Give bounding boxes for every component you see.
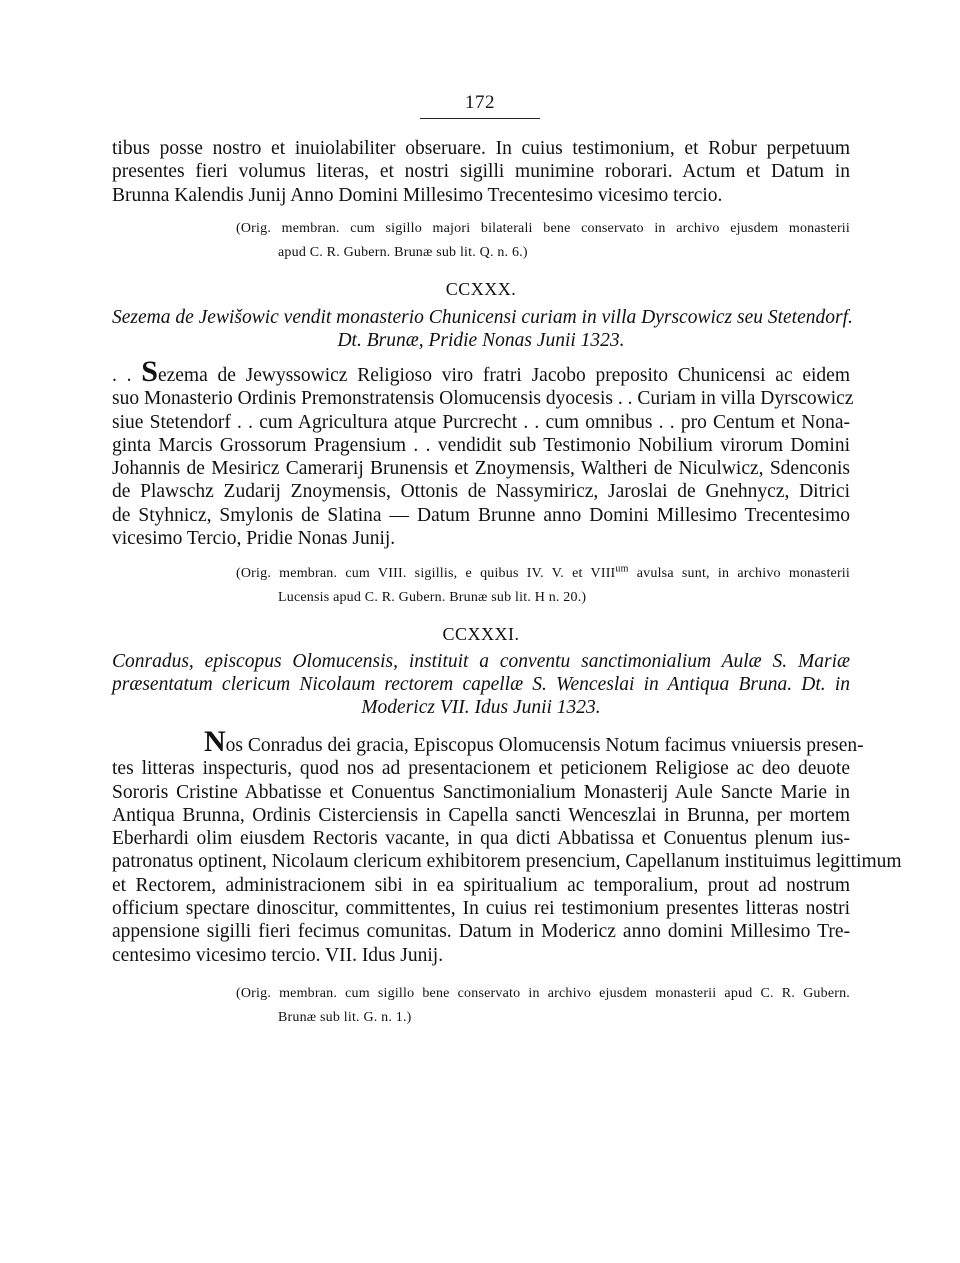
text-line: tibus posse nostro et inuiolabiliter obseruare. In cuius testimonium, et Robur perpetuum xyxy=(112,138,850,159)
first-line-text: ezema de Jewyssowicz Religioso viro fratri Jacobo preposito Chunicensi ac eidem xyxy=(157,365,850,386)
note-line: (Orig. membran. cum sigillo majori bilaterali bene conservato in archivo ejusdem monasterii xyxy=(236,221,850,236)
text-line: de Styhnicz, Smylonis de Slatina — Datum Brunne anno Domini Millesimo Trecentesimo xyxy=(112,504,850,526)
rubric-line: Dt. Brunæ, Pridie Nonas Junii 1323. xyxy=(337,330,625,351)
text-line: Brunna Kalendis Junij Anno Domini Millesimo Trecentesimo vicesimo tercio. xyxy=(112,184,723,206)
text-line: officium spectare dinoscitur, committentes, In cuius rei testimonium presentes litteras nostri xyxy=(112,898,850,920)
text-line: patronatus optinent, Nicolaum clericum exhibitorem presencium, Capellanum instituimus legittimum xyxy=(112,851,902,873)
text-line: et Rectorem, administracionem sibi in ea spiritualium ac temporalium, prout ad nostrum xyxy=(112,874,850,896)
intro-paragraph xyxy=(112,137,850,207)
source-note-ccxxxi xyxy=(236,982,850,1029)
note-superscript: um xyxy=(615,563,629,575)
first-line-text: os Conradus dei gracia, Episcopus Olomucensis Notum facimus vniuersis presen- xyxy=(225,735,864,756)
note-text: (Orig. membran. cum VIII. sigillis, e quibus IV. V. et VIII xyxy=(236,566,616,581)
rubric-ccxxxi xyxy=(112,650,850,719)
note-line: Lucensis apud C. R. Gubern. Brunæ sub lit. H n. 20.) xyxy=(278,589,587,605)
document-number-ccxxxi: CCXXXI. xyxy=(442,624,520,644)
text-line: appensione sigilli fieri fecimus comunitas. Datum in Modericz anno domini Millesimo Tre- xyxy=(112,921,850,943)
body-ccxxxi xyxy=(112,725,902,967)
text-line: ginta Marcis Grossorum Pragensium . . vendidit sub Testimonio Nobilium virorum Domini xyxy=(112,434,850,456)
page-number: 172 xyxy=(465,92,495,113)
text-line: Eberhardi olim eiusdem Rectoris vacante, in qua dicti Abbatissa et Conuentus plenum ius- xyxy=(112,828,850,850)
source-note-ccxxx xyxy=(236,562,850,609)
text-line: presentes fieri volumus literas, et nostri sigilli munimine roborari. Actum et Datum in xyxy=(112,161,850,183)
text-line: Johannis de Mesiricz Camerarij Brunensis et Znoymensis, Waltheri de Niculwicz, Sdenconis xyxy=(112,458,850,480)
note-line: apud C. R. Gubern. Brunæ sub lit. Q. n. 6.) xyxy=(278,244,528,260)
body-ccxxx xyxy=(112,355,854,550)
page-number-rule xyxy=(420,118,540,119)
ellipsis-prefix: . . xyxy=(112,365,142,386)
intro-source-note xyxy=(236,217,850,264)
rubric-ccxxx xyxy=(112,306,853,352)
text-line: suo Monasterio Ordinis Premonstratensis Olomucensis dyocesis . . Curiam in villa Dyrscowicz xyxy=(112,388,854,410)
drop-cap: N xyxy=(204,725,226,758)
rubric-line: Sezema de Jewišowic vendit monasterio Chunicensi curiam in villa Dyrscowicz seu Stetendorf. xyxy=(112,307,853,328)
text-line-first xyxy=(112,725,864,758)
text-line: Sororis Cristine Abbatisse et Conuentus Sanctimonialium Monasterij Aule Sancte Marie in xyxy=(112,781,850,803)
note-line: Brunæ sub lit. G. n. 1.) xyxy=(278,1009,412,1025)
text-line: vicesimo Tercio, Pridie Nonas Junij. xyxy=(112,528,396,550)
rubric-line: præsentatum clericum Nicolaum rectorem capellæ S. Wenceslai in Antiqua Bruna. Dt. in xyxy=(112,674,850,695)
document-number-ccxxx: CCXXX. xyxy=(445,279,517,299)
rubric-line: Conradus, episcopus Olomucensis, instituit a conventu sanctimonialium Aulæ S. Mariæ xyxy=(112,651,850,672)
note-line xyxy=(236,562,850,586)
text-line: tes litteras inspecturis, quod nos ad presentacionem et peticionem Religiose ac deo deuote xyxy=(112,758,850,780)
note-line: (Orig. membran. cum sigillo bene conservato in archivo ejusdem monasterii apud C. R. Gubern. xyxy=(236,986,850,1001)
rubric-line: Modericz VII. Idus Junii 1323. xyxy=(361,697,601,718)
text-line-first xyxy=(112,355,850,388)
text-line: Antiqua Brunna, Ordinis Cisterciensis in Capella sancti Wenceszlai in Brunna, per mortem xyxy=(112,804,850,826)
text-line: de Plawschz Zudarij Znoymensis, Ottonis de Nassymiricz, Jaroslai de Gnehnycz, Ditrici xyxy=(112,481,850,503)
text-line: siue Stetendorf . . cum Agricultura atque Purcrecht . . cum omnibus . . pro Centum et Nona- xyxy=(112,411,850,433)
text-line: centesimo vicesimo tercio. VII. Idus Junij. xyxy=(112,944,444,966)
note-text: avulsa sunt, in archivo monasterii xyxy=(628,566,850,581)
drop-cap: S xyxy=(141,355,158,388)
